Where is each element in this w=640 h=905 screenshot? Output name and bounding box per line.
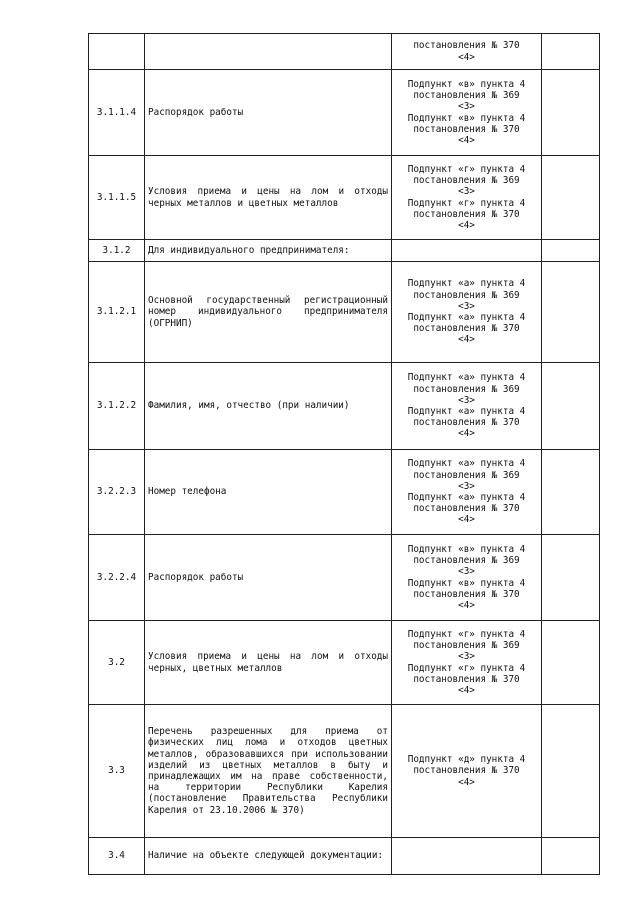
legal-reference-line: постановления № 369 [413, 640, 520, 652]
row-number: 3.2.2.4 [89, 535, 145, 621]
legal-reference-line: Подпункт «а» пункта 4 [407, 278, 526, 290]
legal-reference-line: Подпункт «г» пункта 4 [407, 628, 526, 640]
row-number: 3.4 [89, 838, 145, 875]
legal-reference-line: <4> [458, 684, 475, 696]
table-row [89, 838, 600, 875]
legal-reference-line: <4> [458, 599, 475, 611]
row-description: Условия приема и цены на лом и отходы черных, цветных металлов [145, 621, 392, 705]
legal-reference-line: Подпункт «а» пункта 4 [407, 492, 526, 503]
legal-reference-line: <4> [458, 219, 475, 231]
requirements-table [88, 33, 600, 875]
row-number: 3.1.1.5 [89, 156, 145, 240]
legal-reference-line: Подпункт «а» пункта 4 [407, 372, 526, 384]
row-number: 3.1.1.4 [89, 70, 145, 156]
row-number: 3.2 [89, 621, 145, 705]
legal-reference-line: Подпункт «в» пункта 4 [407, 543, 526, 555]
empty-cell [542, 621, 600, 705]
empty-cell [542, 838, 600, 875]
legal-reference-line: <4> [458, 428, 475, 440]
legal-reference [392, 705, 542, 838]
table-row [89, 240, 600, 262]
row-description: Наличие на объекте следующей документации: [145, 838, 392, 875]
legal-reference [392, 363, 542, 450]
legal-reference-line: <4> [458, 776, 475, 788]
row-number: 3.2.2.3 [89, 450, 145, 535]
row-description: Распорядок работы [145, 70, 392, 156]
legal-reference-line: постановления № 370 [413, 588, 520, 600]
row-description: Основной государственный регистрационный номер индивидуального предпринимателя (ОГРНИП) [145, 262, 392, 363]
legal-reference [392, 262, 542, 363]
legal-reference-line: постановления № 369 [413, 383, 520, 395]
table-row [89, 705, 600, 838]
legal-reference-line: <3> [458, 394, 475, 406]
row-description: Фамилия, имя, отчество (при наличии) [145, 363, 392, 450]
legal-reference-line: <3> [458, 300, 475, 312]
table-row [89, 450, 600, 535]
row-description: Для индивидуального предпринимателя: [145, 240, 392, 262]
legal-reference [392, 156, 542, 240]
empty-cell [542, 34, 600, 70]
row-number: 3.3 [89, 705, 145, 838]
legal-reference-line: постановления № 369 [413, 469, 520, 481]
legal-reference [392, 838, 542, 875]
legal-reference-line: постановления № 369 [413, 90, 520, 102]
legal-reference [392, 34, 542, 70]
legal-reference [392, 240, 542, 262]
table-row [89, 70, 600, 156]
row-number: 3.1.2.2 [89, 363, 145, 450]
legal-reference-line: <3> [458, 566, 475, 578]
legal-reference-line: <3> [458, 101, 475, 113]
legal-reference-line: постановления № 369 [413, 555, 520, 567]
empty-cell [542, 156, 600, 240]
row-number [89, 34, 145, 70]
table-row [89, 156, 600, 240]
legal-reference-line: Подпункт «а» пункта 4 [407, 312, 526, 323]
legal-reference-line: постановления № 370 [413, 765, 520, 777]
legal-reference-line: <3> [458, 480, 475, 492]
table-row [89, 535, 600, 621]
table-row [89, 363, 600, 450]
legal-reference-line: Подпункт «г» пункта 4 [407, 662, 526, 674]
table-row [89, 621, 600, 705]
legal-reference-line: <4> [458, 514, 475, 526]
legal-reference-line: постановления № 370 [413, 208, 520, 220]
legal-reference-line: <4> [458, 134, 475, 146]
row-number: 3.1.2.1 [89, 262, 145, 363]
legal-reference [392, 70, 542, 156]
row-description [145, 34, 392, 70]
empty-cell [542, 240, 600, 262]
legal-reference-line: постановления № 369 [413, 289, 520, 301]
legal-reference [392, 621, 542, 705]
legal-reference-line: Подпункт «в» пункта 4 [407, 78, 526, 90]
row-description: Условия приема и цены на лом и отходы черных металлов и цветных металлов [145, 156, 392, 240]
legal-reference-line: постановления № 370 [413, 123, 520, 135]
legal-reference-line: Подпункт «д» пункта 4 [407, 754, 526, 766]
empty-cell [542, 705, 600, 838]
legal-reference-line: <4> [458, 51, 475, 63]
legal-reference-line: <3> [458, 651, 475, 663]
legal-reference-line: Подпункт «а» пункта 4 [407, 458, 526, 470]
empty-cell [542, 450, 600, 535]
legal-reference [392, 450, 542, 535]
row-number: 3.1.2 [89, 240, 145, 262]
legal-reference-line: постановления № 370 [413, 323, 520, 335]
table-row [89, 34, 600, 70]
row-description: Перечень разрешенных для приема от физических лиц лома и отходов цветных металлов, образовавшихся при использовании изделий из цветных металлов в быту и принадлежащих им на праве собственности, на территории Республики Карелия (постановление Правительства Республики Карелия от 23.10.2006 № 370) [145, 705, 392, 838]
legal-reference-line: Подпункт «г» пункта 4 [407, 197, 526, 209]
table-row [89, 262, 600, 363]
legal-reference-line: Подпункт «г» пункта 4 [407, 163, 526, 175]
legal-reference-line: постановления № 370 [413, 673, 520, 685]
legal-reference-line: постановления № 370 [413, 503, 520, 515]
legal-reference-line: постановления № 370 [413, 40, 520, 52]
empty-cell [542, 70, 600, 156]
legal-reference-line: постановления № 370 [413, 417, 520, 429]
empty-cell [542, 262, 600, 363]
empty-cell [542, 363, 600, 450]
row-description: Номер телефона [145, 450, 392, 535]
row-description: Распорядок работы [145, 535, 392, 621]
legal-reference-line: Подпункт «а» пункта 4 [407, 406, 526, 417]
legal-reference-line: Подпункт «в» пункта 4 [407, 577, 526, 589]
legal-reference-line: <4> [458, 334, 475, 346]
legal-reference-line: постановления № 369 [413, 175, 520, 187]
empty-cell [542, 535, 600, 621]
legal-reference-line: <3> [458, 186, 475, 198]
legal-reference-line: Подпункт «в» пункта 4 [407, 112, 526, 124]
legal-reference [392, 535, 542, 621]
